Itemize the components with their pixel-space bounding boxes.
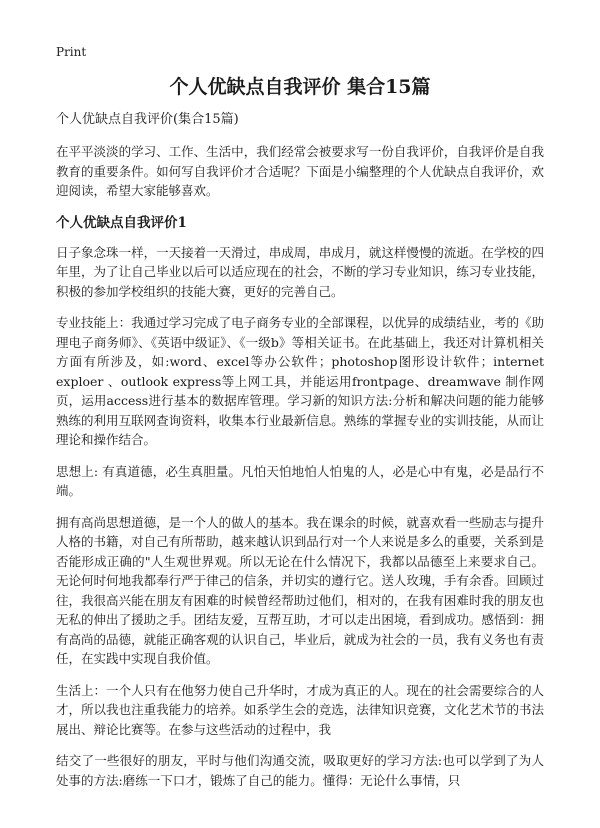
document-subtitle: 个人优缺点自我评价(集合15篇) [56, 112, 239, 127]
intro-paragraph: 在平平淡淡的学习、工作、生活中，我们经常会被要求写一份自我评价，自我评价是自我教育的重要条件。如何写自我评价才合适呢？下面是小编整理的个人优缺点自我评价，欢迎阅读，希望大家能够喜欢。 [56, 144, 544, 198]
body-paragraph: 专业技能上：我通过学习完成了电子商务专业的全部课程，以优异的成绩结业，考的《助理电子商务师》、《英语中级证》、《一级b》等相关证书。在此基础上，我还对计算机相关方面有所涉及，如:word、excel等办公软件；photoshop图形设计软件；internet exploer 、outlook express等上网工具，并能运用frontpage、dreamwave 制作网页，运用access进行基本的数据库管理。学习新的知识方法:分析和解决问题的能力能够熟练的利用互联网查询资料，收集本行业最新信息。熟练的掌握专业的实训技能，从而让理论和操作结合。 [56, 315, 544, 447]
body-paragraph: 结交了一些很好的朋友，平时与他们沟通交流，吸取更好的学习方法:也可以学到了为人处事的方法:磨练一下口才，锻炼了自己的能力。懂得：无论什么事情，只 [56, 753, 544, 788]
print-label: Print [56, 45, 87, 59]
body-paragraph: 拥有高尚思想道德，是一个人的做人的基本。我在课余的时候，就喜欢看一些励志与提升人格的书籍，对自己有所帮助，越来越认识到品行对一个人来说是多么的重要，关系到是否能形成正确的"人生观世界观。所以无论在什么情况下，我都以品德至上来要求自己。无论何时何地我都奉行严于律己的信条，并切实的遵行它。送人玫瑰，手有余香。回顾过往，我很高兴能在朋友有困难的时候曾经帮助过他们，相对的，在我有困难时我的朋友也无私的伸出了援助之手。团结友爱，互帮互助，才可以走出困境，看到成功。感悟到：拥有高尚的品德，就能正确客观的认识自己，毕业后，就成为社会的一员，我有义务也有责任，在实践中实现自我价值。 [56, 514, 544, 666]
body-paragraph: 生活上：一个人只有在他努力使自己升华时，才成为真正的人。现在的社会需要综合的人才，所以我也注重我能力的培养。如系学生会的竞选，法律知识竞赛，文化艺术节的书法展出、辩论比赛等。在参与这些活动的过程中，我 [56, 682, 544, 737]
document-title: 个人优缺点自我评价 集合15篇 [169, 76, 431, 98]
body-paragraph: 日子象念珠一样，一天接着一天滑过，串成周，串成月，就这样慢慢的流逝。在学校的四年里，为了让自己毕业以后可以适应现在的社会，不断的学习专业知识，练习专业技能，积极的参加学校组织的技能大赛，更好的完善自己。 [56, 244, 544, 299]
body-paragraph: 思想上: 有真道德，必生真胆量。凡怕天怕地怕人怕鬼的人，必是心中有鬼，必是品行不端。 [56, 463, 544, 498]
section-heading: 个人优缺点自我评价1 [56, 214, 187, 231]
